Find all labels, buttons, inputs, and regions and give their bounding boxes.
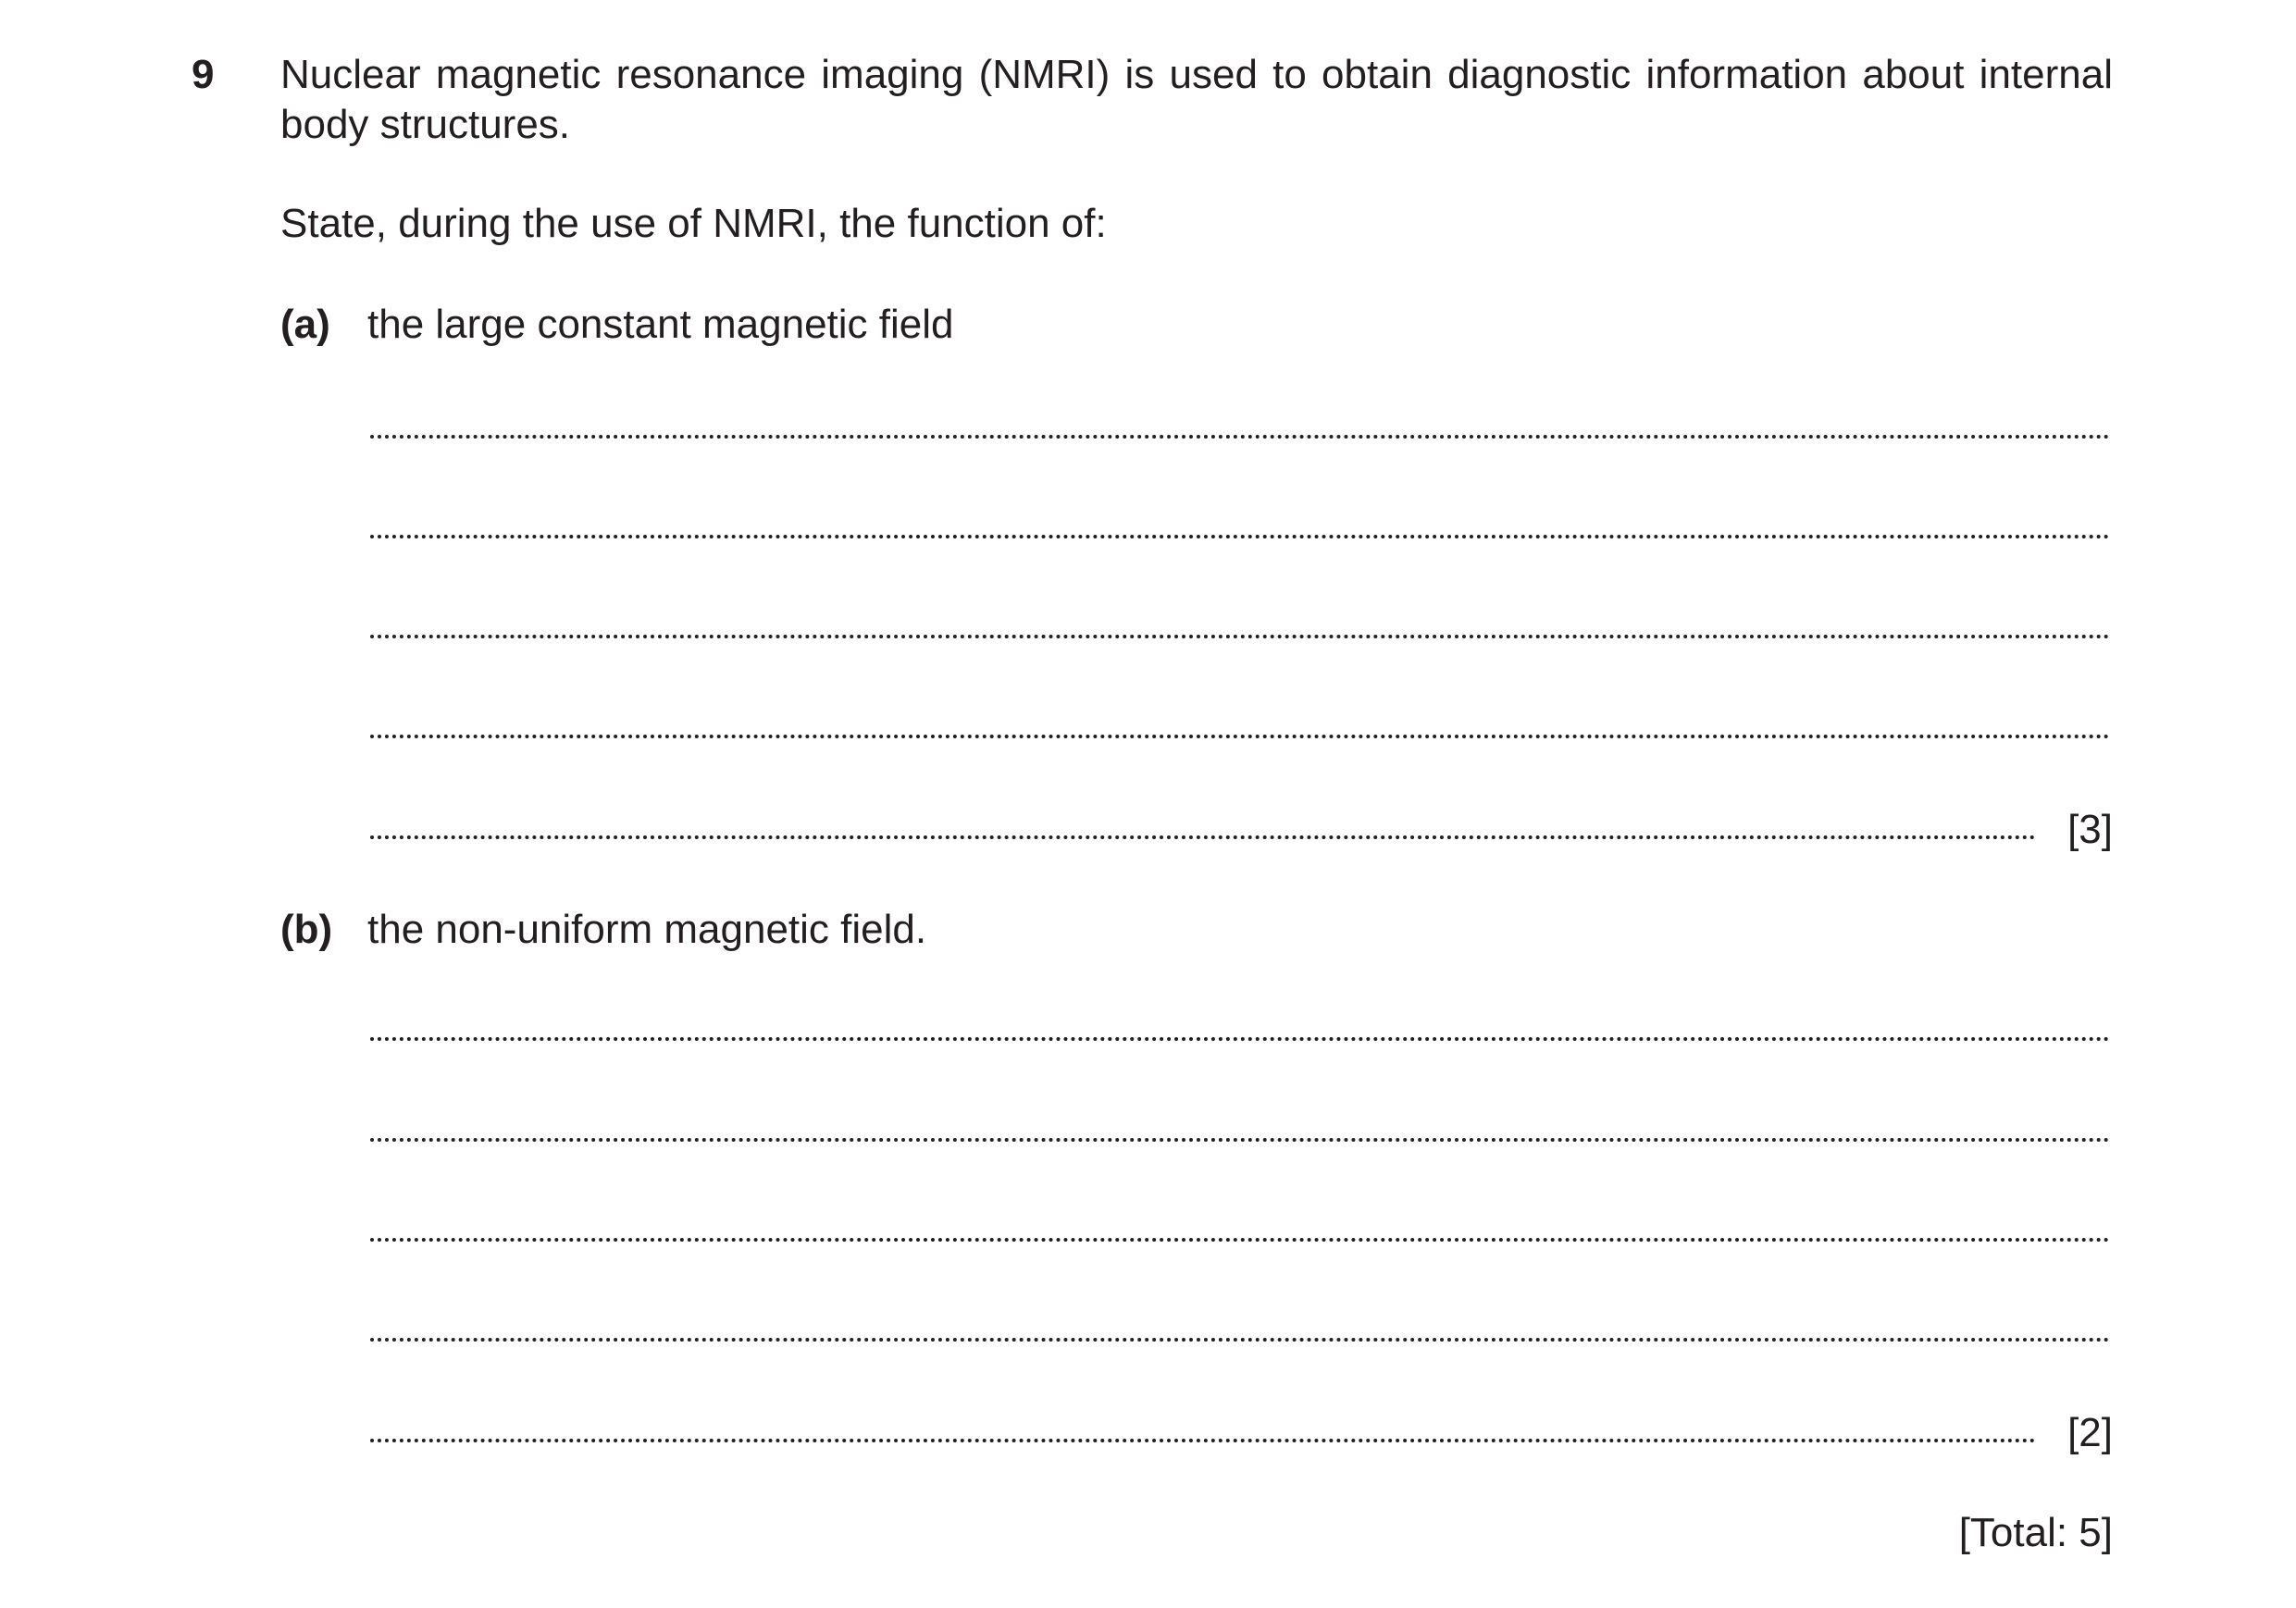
part-a-label: (a) bbox=[280, 302, 330, 347]
part-b-text: the non-uniform magnetic field. bbox=[367, 907, 927, 952]
part-b-answer-line-1[interactable] bbox=[370, 1037, 2110, 1041]
question-instruction: State, during the use of NMRI, the function of: bbox=[280, 201, 1107, 246]
part-a-marks: [3] bbox=[2067, 807, 2113, 852]
question-total-marks: [Total: 5] bbox=[1958, 1510, 2113, 1555]
part-a-answer-line-1[interactable] bbox=[370, 435, 2110, 439]
part-a-answer-line-5[interactable] bbox=[370, 835, 2036, 839]
part-b-answer-line-4[interactable] bbox=[370, 1338, 2110, 1342]
part-a-text: the large constant magnetic field bbox=[367, 302, 954, 347]
question-number: 9 bbox=[192, 52, 215, 97]
part-a-answer-line-4[interactable] bbox=[370, 735, 2110, 738]
part-b-label: (b) bbox=[280, 907, 333, 952]
part-a-answer-line-3[interactable] bbox=[370, 635, 2110, 638]
part-b-marks: [2] bbox=[2067, 1410, 2113, 1455]
part-b-answer-line-3[interactable] bbox=[370, 1238, 2110, 1242]
part-b-answer-line-5[interactable] bbox=[370, 1439, 2036, 1442]
part-a-answer-line-2[interactable] bbox=[370, 535, 2110, 538]
part-b-answer-line-2[interactable] bbox=[370, 1138, 2110, 1142]
question-stem: Nuclear magnetic resonance imaging (NMRI) is used to obtain diagnostic information about internal body structures. bbox=[280, 52, 2113, 147]
